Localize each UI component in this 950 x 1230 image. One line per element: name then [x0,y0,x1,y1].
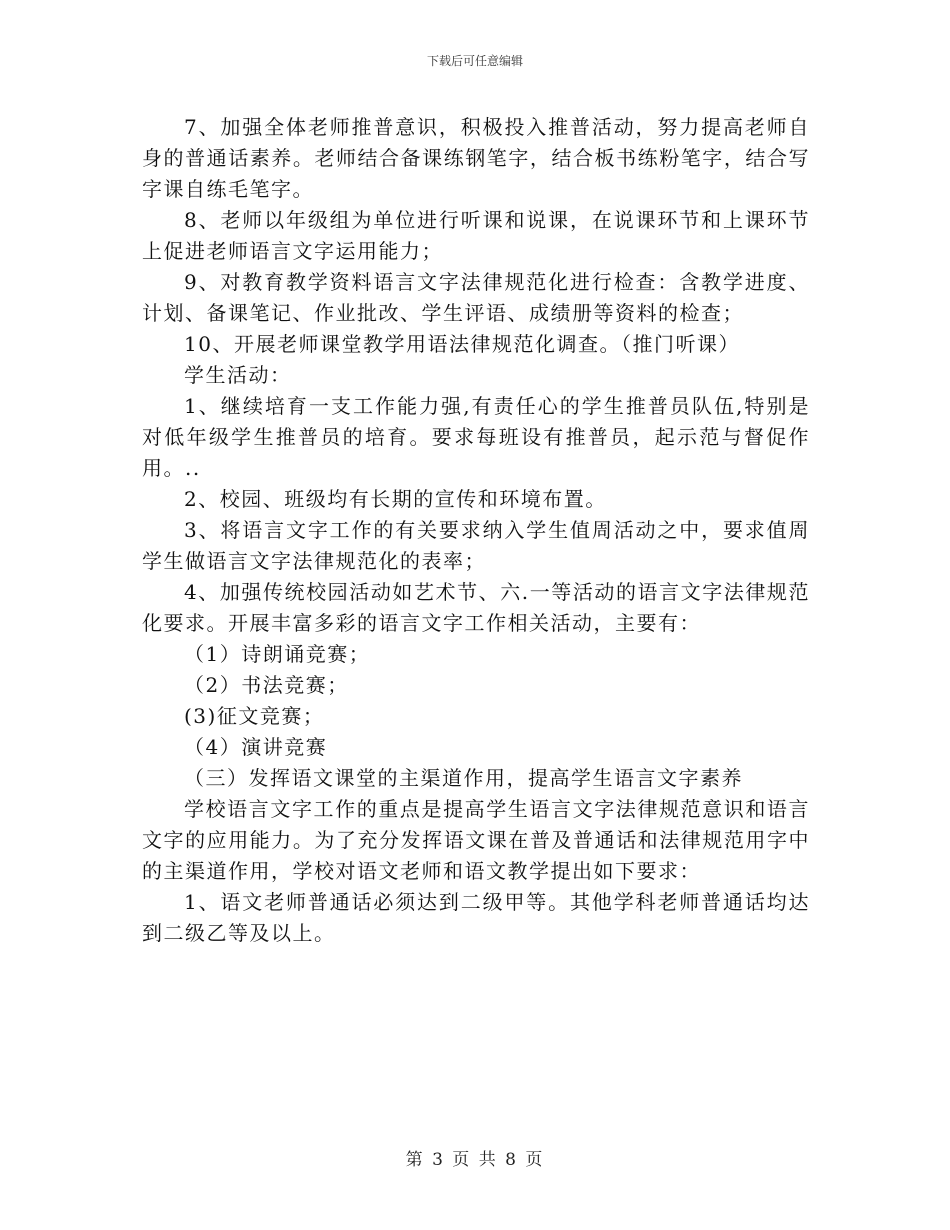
paragraph-student-3: 3、将语言文字工作的有关要求纳入学生值周活动之中，要求值周学生做语言文字法律规范化的表率； [142,518,810,573]
list-item-speech: （4）演讲竞赛 [184,735,328,759]
paragraph-chinese-class-intro: 学校语言文字工作的重点是提高学生语言文字法律规范意识和语言文字的应用能力。为了充分发挥语文课在普及普通话和法律规范用字中的主渠道作用，学校对语文老师和语文教学提出如下要求： [142,797,810,883]
list-item-poetry: （1）诗朗诵竞赛； [184,642,371,666]
paragraph-teacher-8: 8、老师以年级组为单位进行听课和说课，在说课环节和上课环节上促进老师语言文字运用能力； [142,208,810,263]
list-item-essay: (3)征文竞赛； [184,704,325,728]
document-body [142,112,810,949]
paragraph-chinese-class-1: 1、语文老师普通话必须达到二级甲等。其他学科老师普通话均达到二级乙等及以上。 [142,890,810,945]
paragraph-teacher-10: 10、开展老师课堂教学用语法律规范化调查。（推门听课） [184,332,740,356]
section-heading-student-activities: 学生活动： [184,363,292,387]
page-number: 第 3 页 共 8 页 [405,1150,545,1170]
paragraph-student-2: 2、校园、班级均有长期的宣传和环境布置。 [184,487,607,511]
paragraph-student-4: 4、加强传统校园活动如艺术节、六.一等活动的语言文字法律规范化要求。开展丰富多彩的语言文字工作相关活动，主要有： [142,580,810,635]
list-item-calligraphy: （2）书法竞赛； [184,673,349,697]
paragraph-teacher-9: 9、对教育教学资料语言文字法律规范化进行检查：含教学进度、计划、备课笔记、作业批改、学生评语、成绩册等资料的检查； [142,270,810,325]
paragraph-teacher-7: 7、加强全体老师推普意识，积极投入推普活动，努力提高老师自身的普通话素养。老师结合备课练钢笔字，结合板书练粉笔字，结合写字课自练毛笔字。 [142,115,810,201]
page-header: 下载后可任意编辑 [426,54,523,68]
section-heading-chinese-class: （三）发挥语文课堂的主渠道作用，提高学生语言文字素养 [184,766,743,790]
paragraph-student-1: 1、继续培育一支工作能力强,有责任心的学生推普员队伍,特别是对低年级学生推普员的培育。要求每班设有推普员，起示范与督促作用。.. [142,394,810,480]
